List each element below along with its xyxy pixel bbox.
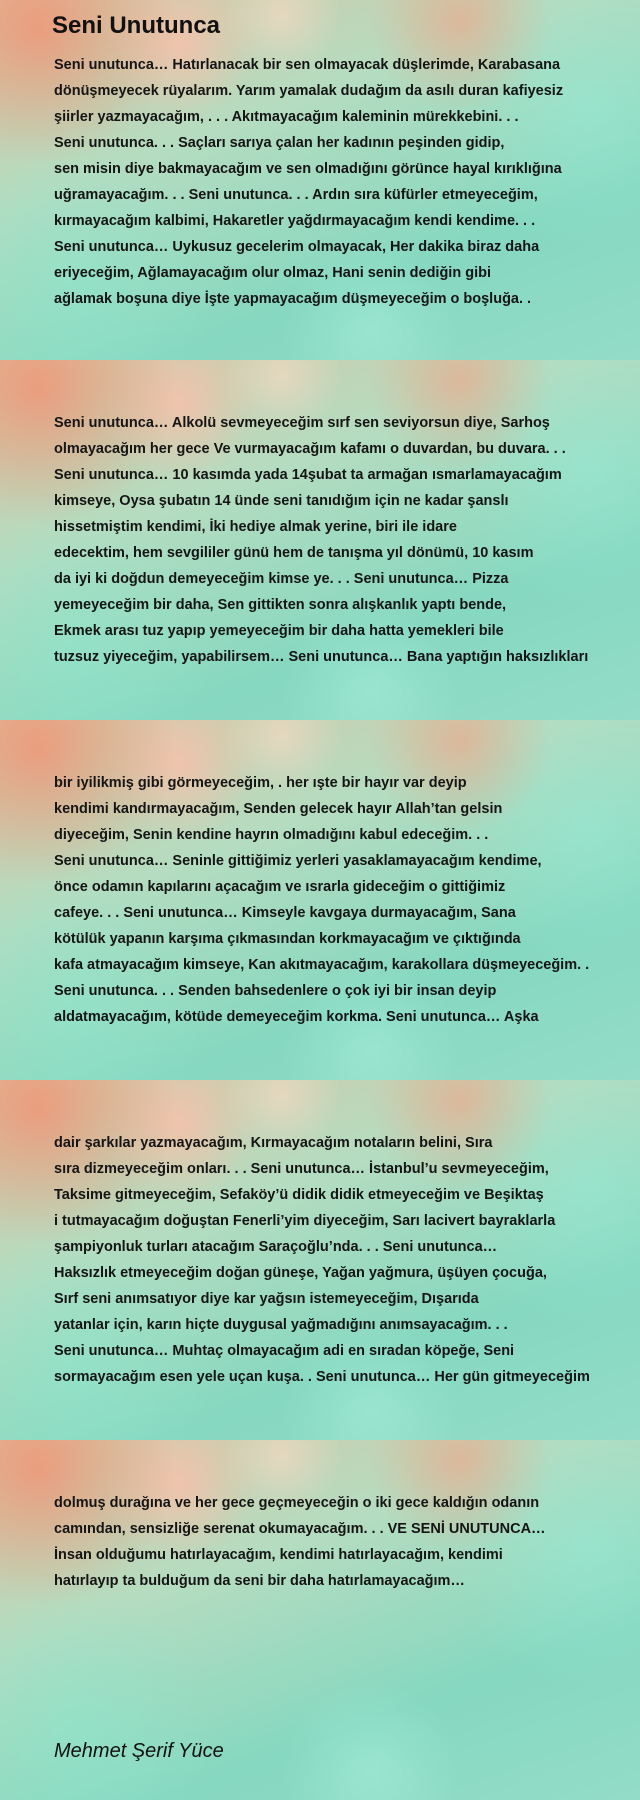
- poem-line: Haksızlık etmeyeceğim doğan güneşe, Yağan yağmura, üşüyen çocuğa,: [54, 1265, 547, 1281]
- poem-line: Seni unutunca… Alkolü sevmeyeceğim sırf sen seviyorsun diye, Sarhoş: [54, 415, 550, 431]
- poem-line: Seni unutunca… Muhtaç olmayacağım adi en sıradan köpeğe, Seni: [54, 1343, 515, 1359]
- poem-panel-3: [0, 720, 640, 1080]
- poem-panel-4: [0, 1080, 640, 1440]
- poem-line: sormayacağım esen yele uçan kuşa. . Seni unutunca… Her gün gitmeyeceğim: [54, 1369, 590, 1385]
- poem-panel-5: [0, 1440, 640, 1800]
- poem-line: aldatmayacağım, kötüde demeyeceğim korkma. Seni unutunca… Aşka: [54, 1009, 539, 1025]
- poem-line: eriyeceğim, Ağlamayacağım olur olmaz, Hani senin dediğin gibi: [54, 265, 491, 281]
- poem-line: Seni unutunca… 10 kasımda yada 14şubat ta armağan ısmarlamayacağım: [54, 467, 562, 483]
- poem-line: cafeye. . . Seni unutunca… Kimseyle kavgaya durmayacağım, Sana: [54, 905, 516, 921]
- poem-line: kimseye, Oysa şubatın 14 ünde seni tanıdığım için ne kadar şanslı: [54, 493, 509, 509]
- poem-line: sen misin diye bakmayacağım ve sen olmadığını görünce hayal kırıklığına: [54, 161, 562, 177]
- poem-line: hatırlayıp ta bulduğum da seni bir daha hatırlamayacağım…: [54, 1573, 465, 1589]
- poem-line: Seni unutunca… Uykusuz gecelerim olmayacak, Her dakika biraz daha: [54, 239, 540, 255]
- poem-line: Seni unutunca… Hatırlanacak bir sen olmayacak düşlerimde, Karabasana: [54, 57, 561, 73]
- poem-line: kötülük yapanın karşıma çıkmasından korkmayacağım ve çıktığında: [54, 931, 521, 947]
- poem-section-2: [54, 410, 640, 670]
- poem-line: camından, sensizliğe serenat okumayacağım. . . VE SENİ UNUTUNCA…: [54, 1521, 546, 1537]
- poem-line: i tutmayacağım doğuştan Fenerli’yim diyeceğim, Sarı lacivert bayraklarla: [54, 1213, 556, 1229]
- poem-line: kırmayacağım kalbimi, Hakaretler yağdırmayacağım kendi kendime. . .: [54, 213, 536, 229]
- poem-line: şiirler yazmayacağım, . . . Akıtmayacağım kaleminin mürekkebini. . .: [54, 109, 519, 125]
- poem-line: Sırf seni anımsatıyor diye kar yağsın istemeyeceğim, Dışarıda: [54, 1291, 479, 1307]
- poem-section-5: [54, 1490, 640, 1594]
- poem-line: ağlamak boşuna diye İşte yapmayacağım düşmeyeceğim o boşluğa. .: [54, 291, 532, 307]
- poem-section-3: [54, 770, 640, 1030]
- poem-line: edecektim, hem sevgililer günü hem de tanışma yıl dönümü, 10 kasım: [54, 545, 534, 561]
- poem-line: Seni unutunca. . . Saçları sarıya çalan her kadının peşinden gidip,: [54, 135, 505, 151]
- poem-line: Seni unutunca… Seninle gittiğimiz yerleri yasaklamayacağım kendime,: [54, 853, 542, 869]
- poem-line: önce odamın kapılarını açacağım ve ısrarla gideceğim o gittiğimiz: [54, 879, 506, 895]
- poem-line: dolmuş durağına ve her gece geçmeyeceğin o iki gece kaldığın odanın: [54, 1495, 540, 1511]
- poem-line: Taksime gitmeyeceğim, Sefaköy’ü didik didik etmeyeceğim ve Beşiktaş: [54, 1187, 544, 1203]
- poem-line: yemeyeceğim bir daha, Sen gittikten sonra alışkanlık yaptı bende,: [54, 597, 507, 613]
- poem-line: dönüşmeyecek rüyalarım. Yarım yamalak dudağım da asılı duran kafiyesiz: [54, 83, 564, 99]
- poem-line: uğramayacağım. . . Seni unutunca. . . Ardın sıra küfürler etmeyeceğim,: [54, 187, 538, 203]
- poem-title: Seni Unutunca: [52, 12, 221, 39]
- poem-line: İnsan olduğumu hatırlayacağım, kendimi hatırlayacağım, kendimi: [54, 1547, 503, 1563]
- poem-line: kafa atmayacağım kimseye, Kan akıtmayacağım, karakollara düşmeyeceğim. .: [54, 957, 590, 973]
- poem-line: da iyi ki doğdun demeyeceğim kimse ye. . . Seni unutunca… Pizza: [54, 571, 509, 587]
- poem-line: yatanlar için, karın hiçte duygusal yağmadığını anımsayacağım. . .: [54, 1317, 508, 1333]
- poem-author: Mehmet Şerif Yüce: [54, 1740, 224, 1762]
- poem-section-4: [54, 1130, 640, 1390]
- poem-line: diyeceğim, Senin kendine hayrın olmadığını kabul edeceğim. . .: [54, 827, 489, 843]
- poem-line: hissetmiştim kendimi, İki hediye almak yerine, biri ile idare: [54, 519, 457, 535]
- poem-line: şampiyonluk turları atacağım Saraçoğlu’nda. . . Seni unutunca…: [54, 1239, 498, 1255]
- poem-panel-1: [0, 0, 640, 360]
- poem-line: olmayacağım her gece Ve vurmayacağım kafamı o duvardan, bu duvara. . .: [54, 441, 566, 457]
- poem-line: dair şarkılar yazmayacağım, Kırmayacağım notaların belini, Sıra: [54, 1135, 493, 1151]
- poem-section-1: [54, 52, 640, 312]
- poem-line: sıra dizmeyeceğim onları. . . Seni unutunca… İstanbul’u sevmeyeceğim,: [54, 1161, 549, 1177]
- poem-line: kendimi kandırmayacağım, Senden gelecek hayır Allah’tan gelsin: [54, 801, 503, 817]
- poem-line: Seni unutunca. . . Senden bahsedenlere o çok iyi bir insan deyip: [54, 983, 497, 999]
- poem-line: bir iyilikmiş gibi görmeyeceğim, . her ışte bir hayır var deyip: [54, 775, 467, 791]
- poem-line: tuzsuz yiyeceğim, yapabilirsem… Seni unutunca… Bana yaptığın haksızlıkları: [54, 649, 589, 665]
- poem-panel-2: [0, 360, 640, 720]
- poem-line: Ekmek arası tuz yapıp yemeyeceğim bir daha hatta yemekleri bile: [54, 623, 504, 639]
